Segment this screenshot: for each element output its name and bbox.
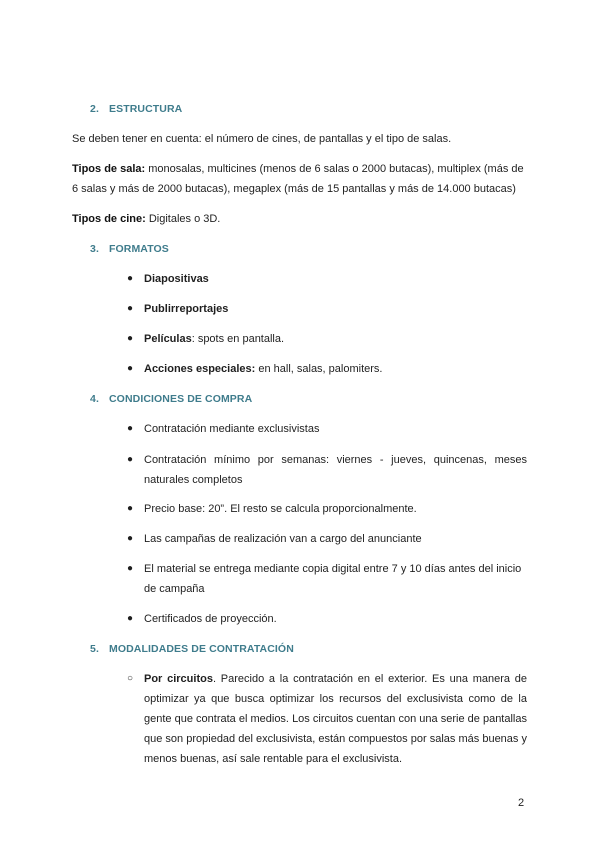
section-heading-condiciones: 4. CONDICIONES DE COMPRA (90, 393, 253, 405)
hollow-bullet-icon: ○ (127, 673, 134, 684)
tipos-sala-paragraph: Tipos de sala: monosalas, multicines (menos de 6 salas o 2000 butacas), multiplex (más de 6 salas y más de 2000 butacas), megaplex (más de 15 pantallas y más de 14.000 butacas) (72, 163, 524, 195)
list-item: ● Las campañas de realización van a cargo del anunciante (127, 529, 527, 549)
list-item: ● Contratación mediante exclusivistas (127, 419, 527, 439)
bullet-icon: ● (127, 273, 134, 284)
list-item: ● Acciones especiales: en hall, salas, palomiters. (127, 359, 527, 379)
list-item: ● Publirreportajes (127, 299, 527, 319)
list-item: ● Películas: spots en pantalla. (127, 329, 527, 349)
section-heading-estructura: 2. ESTRUCTURA (90, 103, 183, 115)
bullet-icon: ● (127, 303, 134, 314)
estructura-intro: Se deben tener en cuenta: el número de cines, de pantallas y el tipo de salas. (72, 133, 452, 145)
bullet-icon: ● (127, 333, 134, 344)
bullet-icon: ● (127, 363, 134, 374)
page-number: 2 (518, 797, 525, 809)
bullet-icon: ● (127, 563, 134, 574)
bullet-icon: ● (127, 533, 134, 544)
bullet-icon: ● (127, 613, 134, 624)
list-item: ● El material se entrega mediante copia digital entre 7 y 10 días antes del inicio de campaña (127, 559, 527, 599)
bullet-icon: ● (127, 423, 134, 434)
list-item: ● Contratación mínimo por semanas: viernes - jueves, quincenas, meses naturales completos (127, 450, 527, 490)
section-heading-modalidades: 5. MODALIDADES DE CONTRATACIÓN (90, 643, 294, 655)
list-item: ● Precio base: 20”. El resto se calcula proporcionalmente. (127, 499, 527, 519)
list-item: ○ Por circuitos. Parecido a la contratación en el exterior. Es una manera de optimizar ya que busca optimizar los recursos del exclusivista como de la gente que contrata el medios. Los circuitos cuentan con una serie de pantallas que son propiedad del exclusivista, están compuestos por salas más buenas y menos buenas, así sale rentable para el exclusivista. (127, 669, 527, 769)
list-item: ● Certificados de proyección. (127, 609, 527, 629)
bullet-icon: ● (127, 503, 134, 514)
bullet-icon: ● (127, 454, 134, 465)
tipos-cine-paragraph: Tipos de cine: Digitales o 3D. (72, 213, 221, 225)
section-heading-formatos: 3. FORMATOS (90, 243, 169, 255)
list-item: ● Diapositivas (127, 269, 527, 289)
